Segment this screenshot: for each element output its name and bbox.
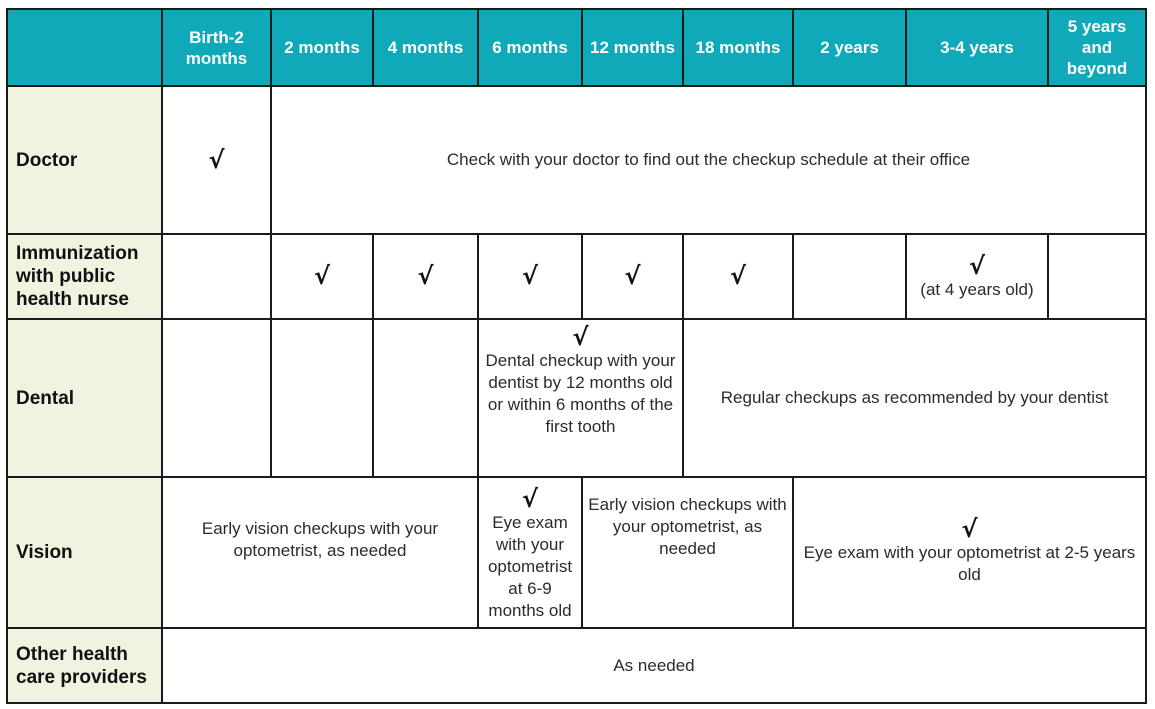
vision-early-checkups: Early vision checkups with your optometrist, as needed <box>162 477 478 628</box>
check-mark-icon: √ <box>313 262 330 290</box>
doctor-schedule-note: Check with your doctor to find out the checkup schedule at their office <box>271 86 1146 234</box>
col-header-2-years: 2 years <box>793 9 906 86</box>
col-header-4-months: 4 months <box>373 9 478 86</box>
row-immunization <box>7 234 1146 319</box>
vision-early-checkups-2: Early vision checkups with your optometrist, as needed <box>582 477 793 628</box>
immunization-2-months-cell <box>271 234 373 319</box>
col-header-2-months: 2 months <box>271 9 373 86</box>
immunization-12-months-cell <box>582 234 683 319</box>
vision-exam-6-9-note: Eye exam with your optometrist at 6-9 months old <box>487 513 573 620</box>
dental-first-checkup-note: Dental checkup with your dentist by 12 months old or within 6 months of the first tooth <box>485 351 676 436</box>
row-other <box>7 628 1146 703</box>
vision-exam-6-9-months <box>478 477 582 628</box>
check-mark-icon: √ <box>417 262 434 290</box>
check-mark-icon: √ <box>624 262 641 290</box>
row-dental <box>7 319 1146 477</box>
dental-birth-cell <box>162 319 271 477</box>
dental-regular-checkups: Regular checkups as recommended by your dentist <box>683 319 1146 477</box>
row-label-vision: Vision <box>7 477 162 628</box>
immunization-3-4-years-cell <box>906 234 1048 319</box>
immunization-2-years-cell <box>793 234 906 319</box>
check-mark-icon: √ <box>572 323 589 351</box>
col-header-3-4-years: 3-4 years <box>906 9 1048 86</box>
check-mark-icon: √ <box>208 145 225 174</box>
check-mark-icon: √ <box>729 262 746 290</box>
header-row <box>7 9 1146 86</box>
immunization-birth-cell <box>162 234 271 319</box>
col-header-birth-2-months: Birth-2 months <box>162 9 271 86</box>
checkup-schedule <box>6 8 1147 702</box>
immunization-4-months-cell <box>373 234 478 319</box>
row-label-other: Other health care providers <box>7 628 162 703</box>
check-mark-icon: √ <box>968 251 985 280</box>
immunization-6-months-cell <box>478 234 582 319</box>
col-header-5-years-beyond: 5 years and beyond <box>1048 9 1146 86</box>
row-doctor <box>7 86 1146 234</box>
vision-exam-2-5-note: Eye exam with your optometrist at 2-5 years old <box>803 543 1136 584</box>
check-mark-icon: √ <box>521 485 538 513</box>
row-vision <box>7 477 1146 628</box>
checkup-schedule-table <box>6 8 1147 704</box>
row-label-doctor: Doctor <box>7 86 162 234</box>
dental-first-checkup <box>478 319 683 477</box>
dental-4-months-cell <box>373 319 478 477</box>
check-mark-icon: √ <box>521 262 538 290</box>
row-label-immunization: Immunization with public health nurse <box>7 234 162 319</box>
col-header-18-months: 18 months <box>683 9 793 86</box>
doctor-birth-check <box>162 86 271 234</box>
col-header-12-months: 12 months <box>582 9 683 86</box>
immunization-age-note: (at 4 years old) <box>920 279 1034 299</box>
row-label-dental: Dental <box>7 319 162 477</box>
dental-2-months-cell <box>271 319 373 477</box>
immunization-18-months-cell <box>683 234 793 319</box>
check-mark-icon: √ <box>961 515 978 543</box>
col-header-6-months: 6 months <box>478 9 582 86</box>
immunization-5-years-cell <box>1048 234 1146 319</box>
vision-exam-2-5-years <box>793 477 1146 628</box>
header-corner <box>7 9 162 86</box>
other-providers-note: As needed <box>162 628 1146 703</box>
